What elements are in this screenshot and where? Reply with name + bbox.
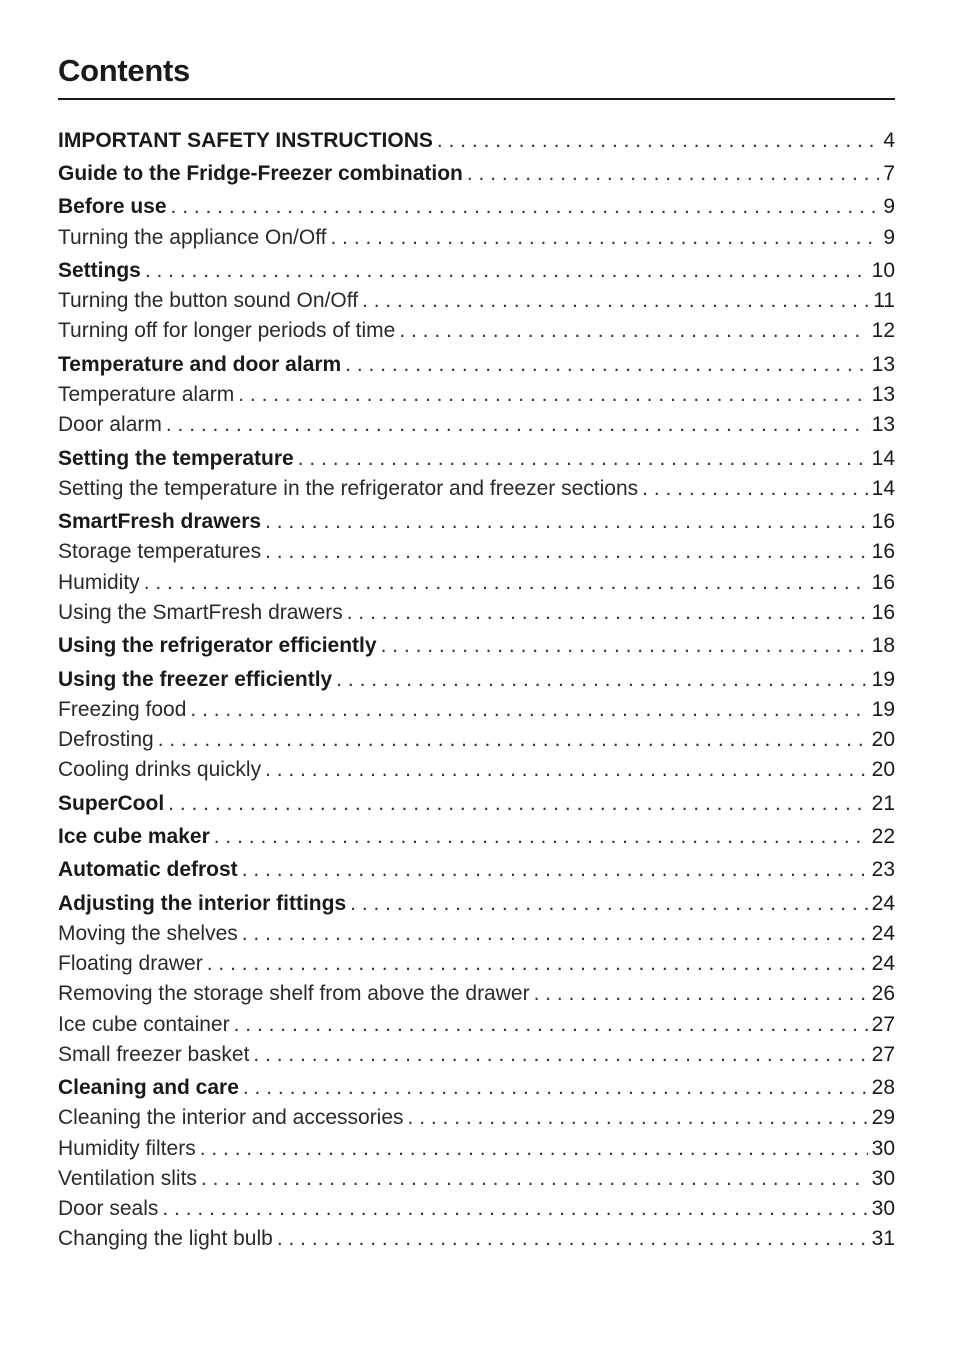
toc-page-number: 24	[871, 922, 895, 945]
dot-leader	[144, 568, 868, 598]
dot-leader	[265, 537, 868, 567]
toc-chapter-entry[interactable]	[58, 192, 895, 222]
dot-leader	[158, 725, 868, 755]
toc-page-number: 16	[871, 601, 895, 624]
dot-leader	[145, 256, 868, 286]
toc-entry-label: Small freezer basket	[58, 1043, 250, 1066]
toc-page-number: 13	[871, 353, 895, 376]
toc-page-number: 18	[871, 634, 895, 657]
dot-leader	[214, 822, 868, 852]
toc-entry-label: Before use	[58, 195, 167, 218]
dot-leader	[350, 889, 867, 919]
toc-entry-label: SmartFresh drawers	[58, 510, 262, 533]
dot-leader	[277, 1224, 868, 1254]
toc-section-entry[interactable]	[58, 1103, 895, 1133]
toc-section-entry[interactable]	[58, 380, 895, 410]
toc-entry-label: Ventilation slits	[58, 1167, 197, 1190]
dot-leader	[162, 1194, 867, 1224]
toc-chapter-entry[interactable]	[58, 126, 895, 156]
dot-leader	[190, 695, 867, 725]
toc-page-number: 20	[871, 758, 895, 781]
toc-entry-label: Removing the storage shelf from above the drawer	[58, 982, 530, 1005]
dot-leader	[336, 665, 867, 695]
toc-entry-label: Defrosting	[58, 728, 154, 751]
toc-section-entry[interactable]	[58, 1040, 895, 1070]
toc-entry-label: Door alarm	[58, 413, 162, 436]
toc-entry-label: Temperature and door alarm	[58, 353, 342, 376]
dot-leader	[265, 507, 868, 537]
toc-page-number: 7	[883, 162, 895, 185]
dot-leader	[243, 1073, 868, 1103]
toc-entry-label: Guide to the Fridge-Freezer combination	[58, 162, 463, 185]
toc-entry-label: Setting the temperature	[58, 447, 294, 470]
toc-section-entry[interactable]	[58, 598, 895, 628]
dot-leader	[207, 949, 868, 979]
toc-page-number: 16	[871, 540, 895, 563]
toc-page-number: 27	[871, 1013, 895, 1036]
toc-entry-label: Turning the button sound On/Off	[58, 289, 359, 312]
toc-section-entry[interactable]	[58, 979, 895, 1009]
toc-chapter-entry[interactable]	[58, 822, 895, 852]
toc-page-number: 14	[871, 447, 895, 470]
toc-entry-label: Setting the temperature in the refrigerator and freezer sections	[58, 477, 639, 500]
toc-entry-label: Cleaning and care	[58, 1076, 239, 1099]
dot-leader	[381, 631, 868, 661]
toc-entry-label: SuperCool	[58, 792, 165, 815]
toc-section-entry[interactable]	[58, 474, 895, 504]
dot-leader	[242, 855, 868, 885]
toc-entry-label: Using the SmartFresh drawers	[58, 601, 343, 624]
toc-section-entry[interactable]	[58, 1194, 895, 1224]
toc-page-number: 9	[883, 195, 895, 218]
dot-leader	[171, 192, 880, 222]
toc-page-number: 27	[871, 1043, 895, 1066]
toc-page-number: 26	[871, 982, 895, 1005]
toc-entry-label: Freezing food	[58, 698, 187, 721]
toc-page-number: 13	[871, 383, 895, 406]
dot-leader	[234, 1010, 868, 1040]
toc-entry-label: Automatic defrost	[58, 858, 238, 881]
toc-chapter-entry[interactable]	[58, 159, 895, 189]
toc-page-number: 16	[871, 510, 895, 533]
toc-section-entry[interactable]	[58, 725, 895, 755]
toc-page-number: 28	[871, 1076, 895, 1099]
toc-chapter-entry[interactable]	[58, 1073, 895, 1103]
dot-leader	[298, 444, 868, 474]
toc-section-entry[interactable]	[58, 755, 895, 785]
toc-page-number: 30	[871, 1197, 895, 1220]
toc-page-number: 21	[871, 792, 895, 815]
toc-entry-label: Cooling drinks quickly	[58, 758, 262, 781]
dot-leader	[166, 410, 868, 440]
toc-section-entry[interactable]	[58, 1224, 895, 1254]
dot-leader	[242, 919, 868, 949]
toc-chapter-entry[interactable]	[58, 350, 895, 380]
toc-page-number: 30	[871, 1137, 895, 1160]
toc-page-number: 11	[873, 289, 895, 312]
toc-chapter-entry[interactable]	[58, 889, 895, 919]
toc-entry-label: Temperature alarm	[58, 383, 235, 406]
toc-page-number: 24	[871, 892, 895, 915]
toc-entry-label: Door seals	[58, 1197, 159, 1220]
toc-page-number: 23	[871, 858, 895, 881]
toc-section-entry[interactable]	[58, 1010, 895, 1040]
toc-section-entry[interactable]	[58, 286, 895, 316]
toc-section-entry[interactable]	[58, 316, 895, 346]
dot-leader	[238, 380, 867, 410]
dot-leader	[467, 159, 879, 189]
toc-page-number: 20	[871, 728, 895, 751]
page-title: Contents	[58, 53, 190, 88]
toc-entry-label: Changing the light bulb	[58, 1227, 273, 1250]
dot-leader	[534, 979, 868, 1009]
toc-entry-label: IMPORTANT SAFETY INSTRUCTIONS	[58, 129, 433, 152]
toc-page-number: 31	[871, 1227, 895, 1250]
toc-page-number: 16	[871, 571, 895, 594]
toc-page-number: 30	[871, 1167, 895, 1190]
toc-section-entry[interactable]	[58, 919, 895, 949]
toc-entry-label: Ice cube container	[58, 1013, 230, 1036]
toc-chapter-entry[interactable]	[58, 855, 895, 885]
dot-leader	[347, 598, 868, 628]
toc-entry-label: Using the refrigerator efficiently	[58, 634, 377, 657]
dot-leader	[437, 126, 879, 156]
toc-chapter-entry[interactable]	[58, 665, 895, 695]
toc-section-entry[interactable]	[58, 223, 895, 253]
toc-entry-label: Ice cube maker	[58, 825, 210, 848]
toc-chapter-entry[interactable]	[58, 507, 895, 537]
toc-page-number: 19	[871, 698, 895, 721]
dot-leader	[408, 1103, 868, 1133]
dot-leader	[362, 286, 869, 316]
toc-page-number: 13	[871, 413, 895, 436]
toc-section-entry[interactable]	[58, 1164, 895, 1194]
toc-entry-label: Settings	[58, 259, 141, 282]
toc-section-entry[interactable]	[58, 410, 895, 440]
toc-page-number: 19	[871, 668, 895, 691]
toc-entry-label: Using the freezer efficiently	[58, 668, 333, 691]
dot-leader	[399, 316, 867, 346]
dot-leader	[201, 1164, 868, 1194]
toc-page-number: 14	[871, 477, 895, 500]
toc-entry-label: Humidity	[58, 571, 140, 594]
toc-section-entry[interactable]	[58, 695, 895, 725]
dot-leader	[168, 789, 867, 819]
dot-leader	[642, 474, 867, 504]
toc-entry-label: Floating drawer	[58, 952, 203, 975]
dot-leader	[200, 1134, 868, 1164]
toc-page-number: 29	[871, 1106, 895, 1129]
dot-leader	[253, 1040, 867, 1070]
toc-section-entry[interactable]	[58, 1134, 895, 1164]
toc-page-number: 22	[871, 825, 895, 848]
toc-entry-label: Humidity filters	[58, 1137, 196, 1160]
toc-chapter-entry[interactable]	[58, 789, 895, 819]
toc-chapter-entry[interactable]	[58, 256, 895, 286]
toc-section-entry[interactable]	[58, 568, 895, 598]
toc-page-number: 4	[883, 129, 895, 152]
toc-section-entry[interactable]	[58, 537, 895, 567]
dot-leader	[265, 755, 868, 785]
toc-section-entry[interactable]	[58, 949, 895, 979]
dot-leader	[345, 350, 867, 380]
toc-chapter-entry[interactable]	[58, 631, 895, 661]
toc-entry-label: Storage temperatures	[58, 540, 262, 563]
dot-leader	[331, 223, 880, 253]
toc-page-number: 10	[871, 259, 895, 282]
toc-entry-label: Moving the shelves	[58, 922, 238, 945]
toc-entry-label: Turning off for longer periods of time	[58, 319, 396, 342]
title-divider	[58, 98, 895, 100]
toc-page-number: 24	[871, 952, 895, 975]
toc-page-number: 12	[871, 319, 895, 342]
toc-entry-label: Cleaning the interior and accessories	[58, 1106, 404, 1129]
toc-chapter-entry[interactable]	[58, 444, 895, 474]
toc-page-number: 9	[883, 226, 895, 249]
toc-entry-label: Adjusting the interior fittings	[58, 892, 347, 915]
toc-entry-label: Turning the appliance On/Off	[58, 226, 327, 249]
